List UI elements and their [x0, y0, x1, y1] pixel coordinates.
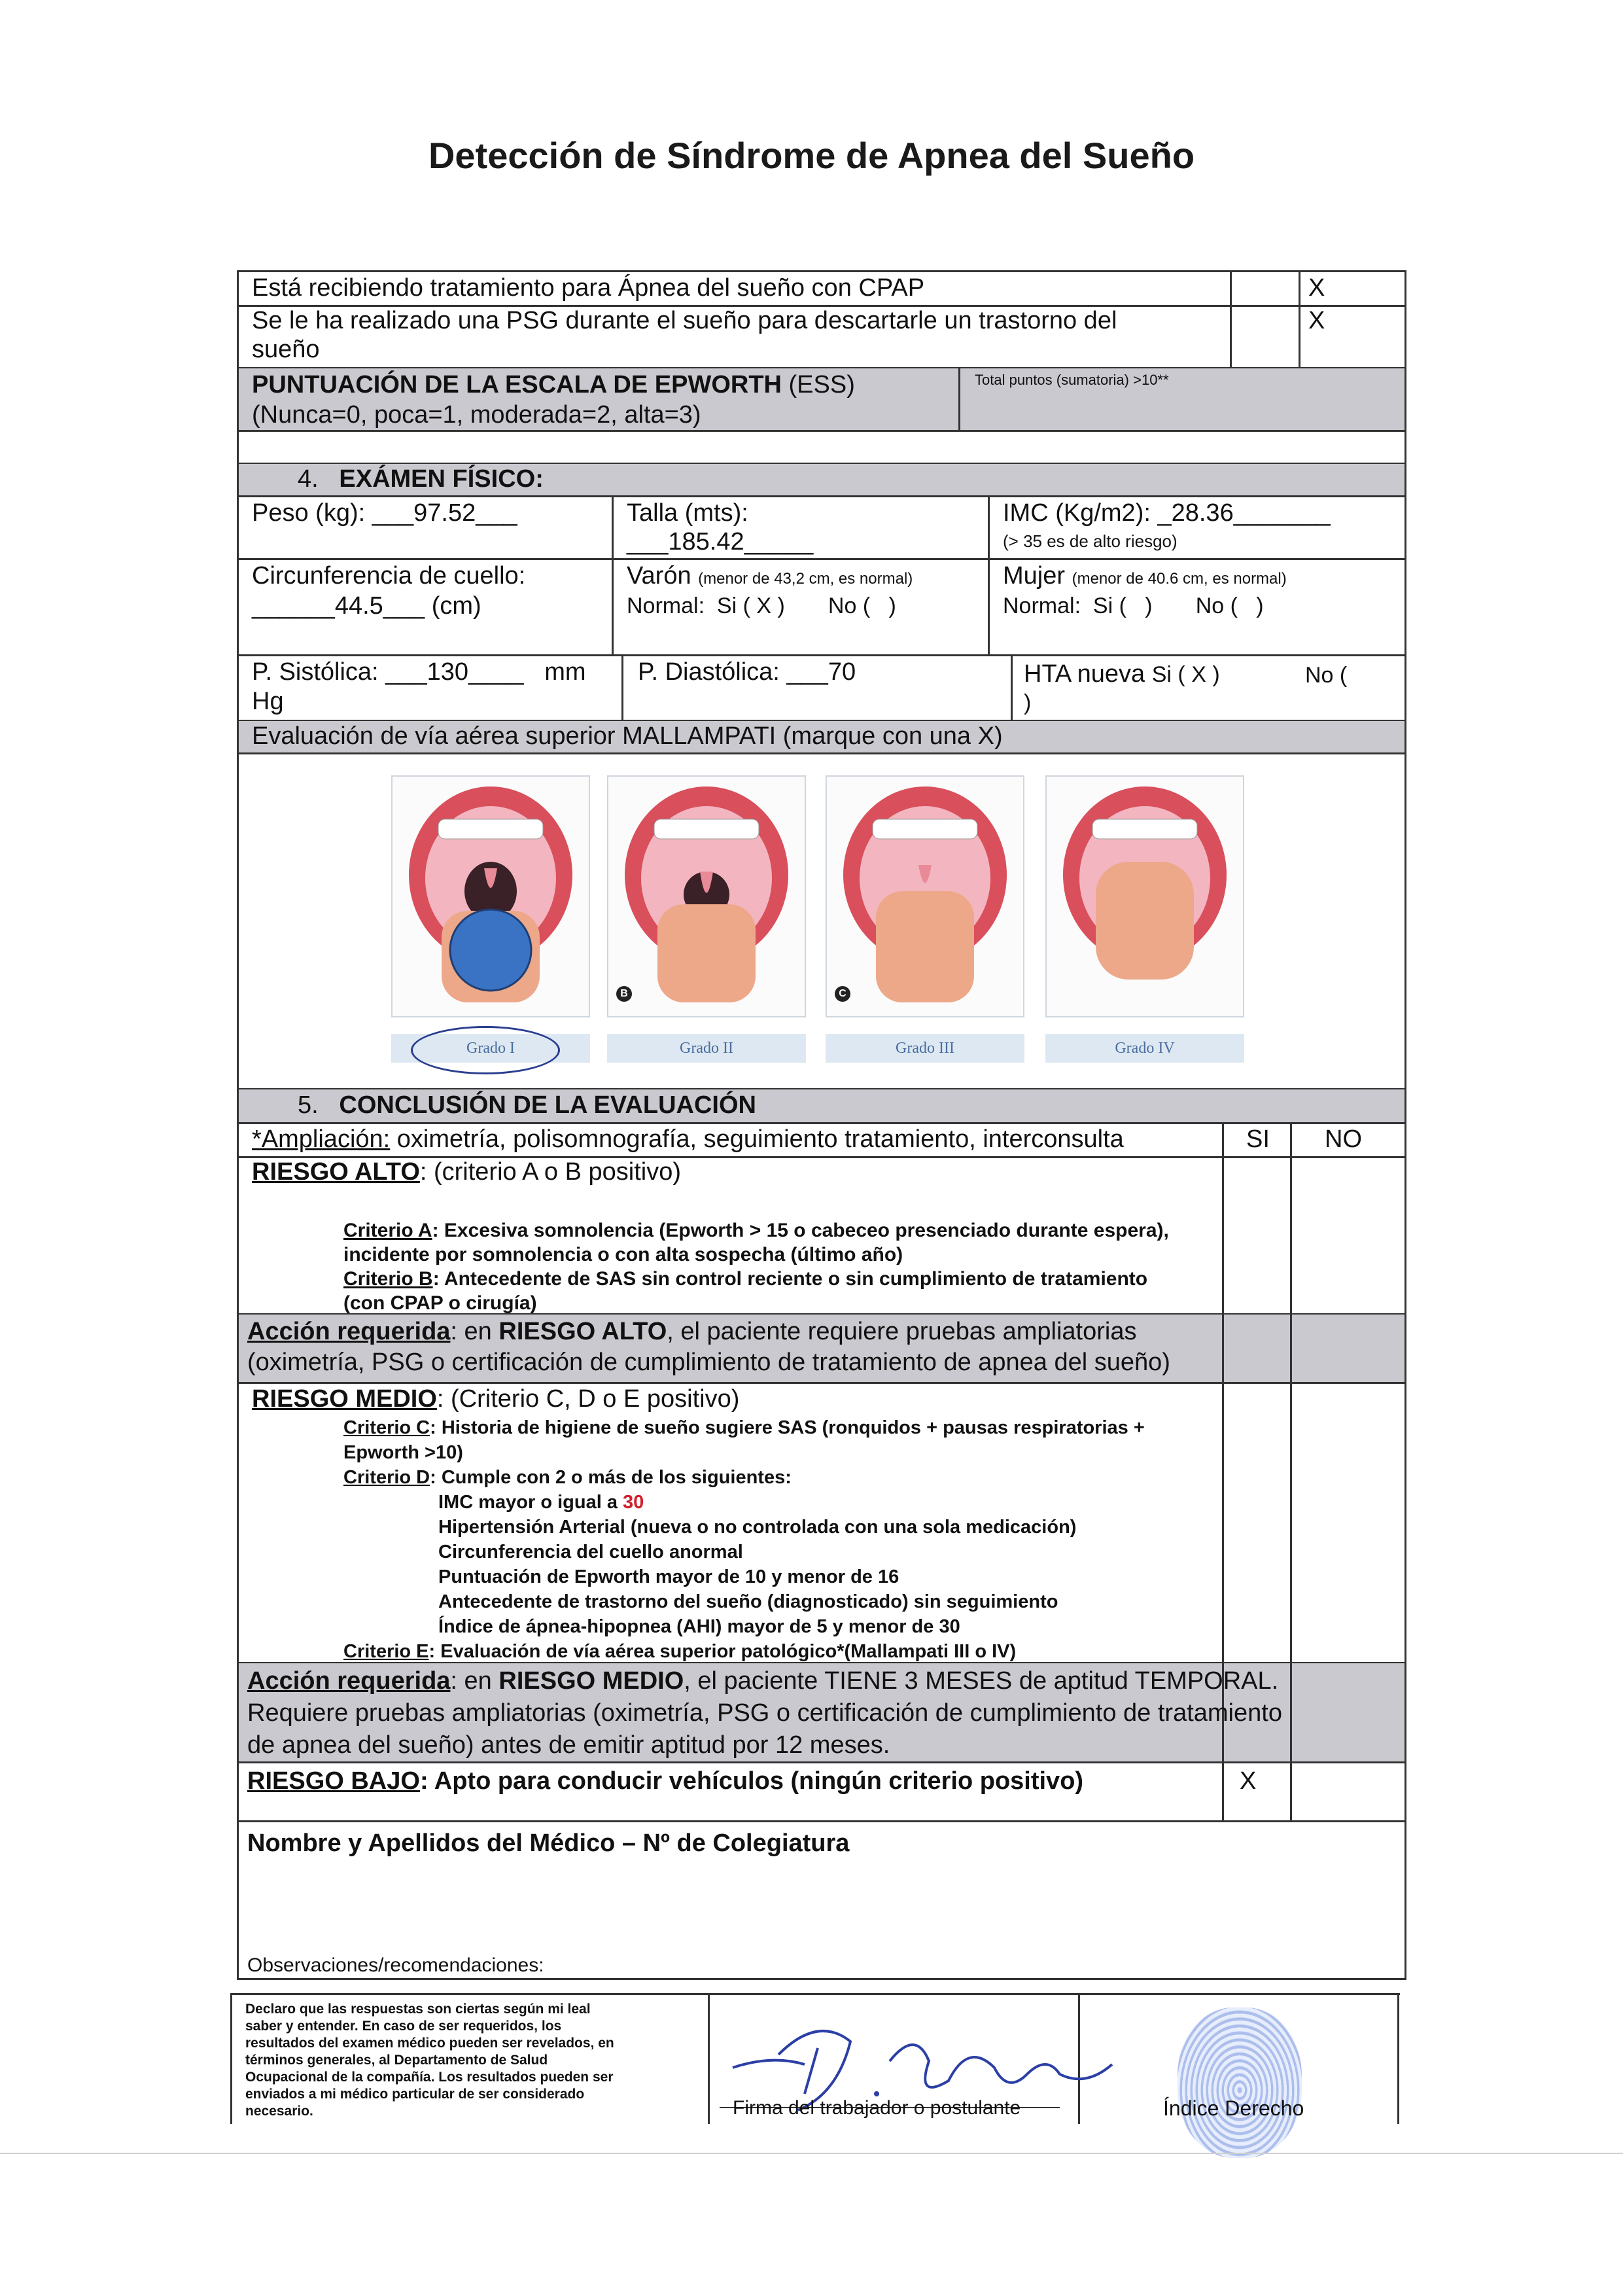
- criterio-b-line2: (con CPAP o cirugía): [343, 1292, 537, 1314]
- criterio-d: Criterio D: Cumple con 2 o más de los siguientes:: [343, 1467, 792, 1488]
- criterio-d-item-5: Antecedente de trastorno del sueño (diagnosticado) sin seguimiento: [438, 1591, 1058, 1612]
- hta-no: No (: [1305, 663, 1348, 688]
- criterio-d-item-3: Circunferencia del cuello anormal: [438, 1542, 743, 1563]
- riesgo-bajo: RIESGO BAJO: Apto para conducir vehículos (ningún criterio positivo): [247, 1767, 1084, 1795]
- grade-label-1: Grado I: [391, 1034, 590, 1063]
- mallampati-grade1-image: [391, 775, 590, 1017]
- imc-field: IMC (Kg/m2): _28.36_______: [1003, 499, 1331, 527]
- accion-alto-line1: Acción requerida: en RIESGO ALTO, el paciente requiere pruebas ampliatorias: [247, 1318, 1137, 1345]
- riesgo-alto: RIESGO ALTO: (criterio A o B positivo): [252, 1158, 682, 1186]
- si-header: SI: [1246, 1125, 1270, 1153]
- cpap-no-mark: X: [1308, 274, 1325, 302]
- criterio-a-line2: incidente por somnolencia o con alta sospecha (último año): [343, 1244, 903, 1265]
- criterio-c-line1: Criterio C: Historia de higiene de sueño sugiere SAS (ronquidos + pausas respiratorias +: [343, 1417, 1145, 1438]
- psg-question-line2: sueño: [252, 336, 320, 363]
- observaciones-label: Observaciones/recomendaciones:: [247, 1954, 544, 1976]
- varon-normal: Normal: Si ( X ) No ( ): [627, 593, 896, 618]
- riesgo-medio: RIESGO MEDIO: (Criterio C, D o E positivo): [252, 1385, 740, 1413]
- epworth-heading: PUNTUACIÓN DE LA ESCALA DE EPWORTH (ESS): [252, 371, 855, 398]
- criterio-b-line1: Criterio B: Antecedente de SAS sin control reciente o sin cumplimiento de tratamiento: [343, 1268, 1148, 1290]
- no-header: NO: [1325, 1125, 1362, 1153]
- sistolica-unit2: Hg: [252, 688, 284, 715]
- accion-medio-line1: Acción requerida: en RIESGO MEDIO, el paciente TIENE 3 MESES de aptitud TEMPORAL.: [247, 1667, 1279, 1695]
- grade-label-4: Grado IV: [1045, 1034, 1244, 1063]
- grade1-selection-ellipse: [411, 1026, 560, 1074]
- page-title: Detección de Síndrome de Apnea del Sueño: [428, 135, 1195, 176]
- epworth-total-label: Total puntos (sumatoria) >10**: [975, 372, 1169, 388]
- mallampati-grade3-image: [826, 775, 1024, 1017]
- psg-question-line1: Se le ha realizado una PSG durante el sueño para descartarle un trastorno del: [252, 307, 1117, 334]
- mujer-label: Mujer (menor de 40.6 cm, es normal): [1003, 562, 1287, 590]
- criterio-a-line1: Criterio A: Excesiva somnolencia (Epworth > 15 o cabeceo presenciado durante espera),: [343, 1220, 1169, 1241]
- riesgo-bajo-si-mark: X: [1240, 1767, 1257, 1795]
- declaracion-text: Declaro que las respuestas son ciertas según mi leal saber y entender. En caso de ser requeridos, los resultados del examen médico pueden ser revelados, en términos generales, al Departamento de Salud Ocupacional de la compañía. Los resultados pueden ser enviados a mi médico particular de ser considerado necesario.: [245, 2002, 614, 2119]
- talla-label: Talla (mts):: [627, 499, 748, 527]
- criterio-d-item-4: Puntuación de Epworth mayor de 10 y menor de 16: [438, 1566, 899, 1587]
- epworth-scale: (Nunca=0, poca=1, moderada=2, alta=3): [252, 401, 701, 429]
- hta-field: HTA nueva Si ( X ): [1024, 660, 1220, 688]
- criterio-c-line2: Epworth >10): [343, 1442, 463, 1463]
- sistolica-field: P. Sistólica: ___130____ mm: [252, 658, 586, 686]
- varon-label: Varón (menor de 43,2 cm, es normal): [627, 562, 913, 590]
- mallampati-grade4-image: [1045, 775, 1244, 1017]
- scan-bottom-edge: [0, 2153, 1623, 2154]
- psg-no-mark: X: [1308, 307, 1325, 334]
- accion-medio-line3: de apnea del sueño) antes de emitir aptitud por 12 meses.: [247, 1731, 890, 1759]
- cuello-label: Circunferencia de cuello:: [252, 562, 526, 590]
- badge-c: C: [835, 986, 850, 1002]
- criterio-d-item-2: Hipertensión Arterial (nueva o no controlada con una sola medicación): [438, 1517, 1077, 1538]
- talla-field: ___185.42_____: [627, 528, 814, 556]
- conclusion-heading: 5. CONCLUSIÓN DE LA EVALUACIÓN: [298, 1091, 756, 1119]
- mallampati-label: Evaluación de vía aérea superior MALLAMPATI (marque con una X): [252, 722, 1003, 750]
- cpap-question: Está recibiendo tratamiento para Ápnea del sueño con CPAP: [252, 274, 925, 302]
- grade-label-2: Grado II: [607, 1034, 806, 1063]
- peso-field: Peso (kg): ___97.52___: [252, 499, 517, 527]
- badge-b: B: [616, 986, 632, 1002]
- criterio-d-item-1: IMC mayor o igual a 30: [438, 1492, 644, 1513]
- indice-label: Índice Derecho: [1163, 2096, 1304, 2120]
- criterio-d-item-6: Índice de ápnea-hipopnea (AHI) mayor de 5 y menor de 30: [438, 1616, 960, 1637]
- exam-heading: 4. EXÁMEN FÍSICO:: [298, 465, 544, 493]
- medico-label: Nombre y Apellidos del Médico – Nº de Colegiatura: [247, 1829, 850, 1857]
- fingerprint-image: [1178, 2007, 1302, 2158]
- firma-label: Firma del trabajador o postulante: [733, 2097, 1021, 2119]
- accion-medio-line2: Requiere pruebas ampliatorias (oximetría, PSG o certificación de cumplimiento de tratamiento: [247, 1699, 1282, 1727]
- cuello-field: ______44.5___ (cm): [252, 592, 481, 620]
- imc-note: (> 35 es de alto riesgo): [1003, 531, 1178, 551]
- ampliacion-row: *Ampliación: oximetría, polisomnografía, seguimiento tratamiento, interconsulta: [252, 1125, 1124, 1153]
- criterio-e: Criterio E: Evaluación de vía aérea superior patológico*(Mallampati III o IV): [343, 1641, 1017, 1662]
- hta-close: ): [1024, 690, 1032, 715]
- grade-label-3: Grado III: [826, 1034, 1024, 1063]
- mallampati-grade2-image: [607, 775, 806, 1017]
- diastolica-field: P. Diastólica: ___70: [638, 658, 856, 686]
- accion-alto-line2: (oximetría, PSG o certificación de cumplimiento de tratamiento de apnea del sueño): [247, 1349, 1170, 1376]
- mujer-normal: Normal: Si ( ) No ( ): [1003, 593, 1264, 618]
